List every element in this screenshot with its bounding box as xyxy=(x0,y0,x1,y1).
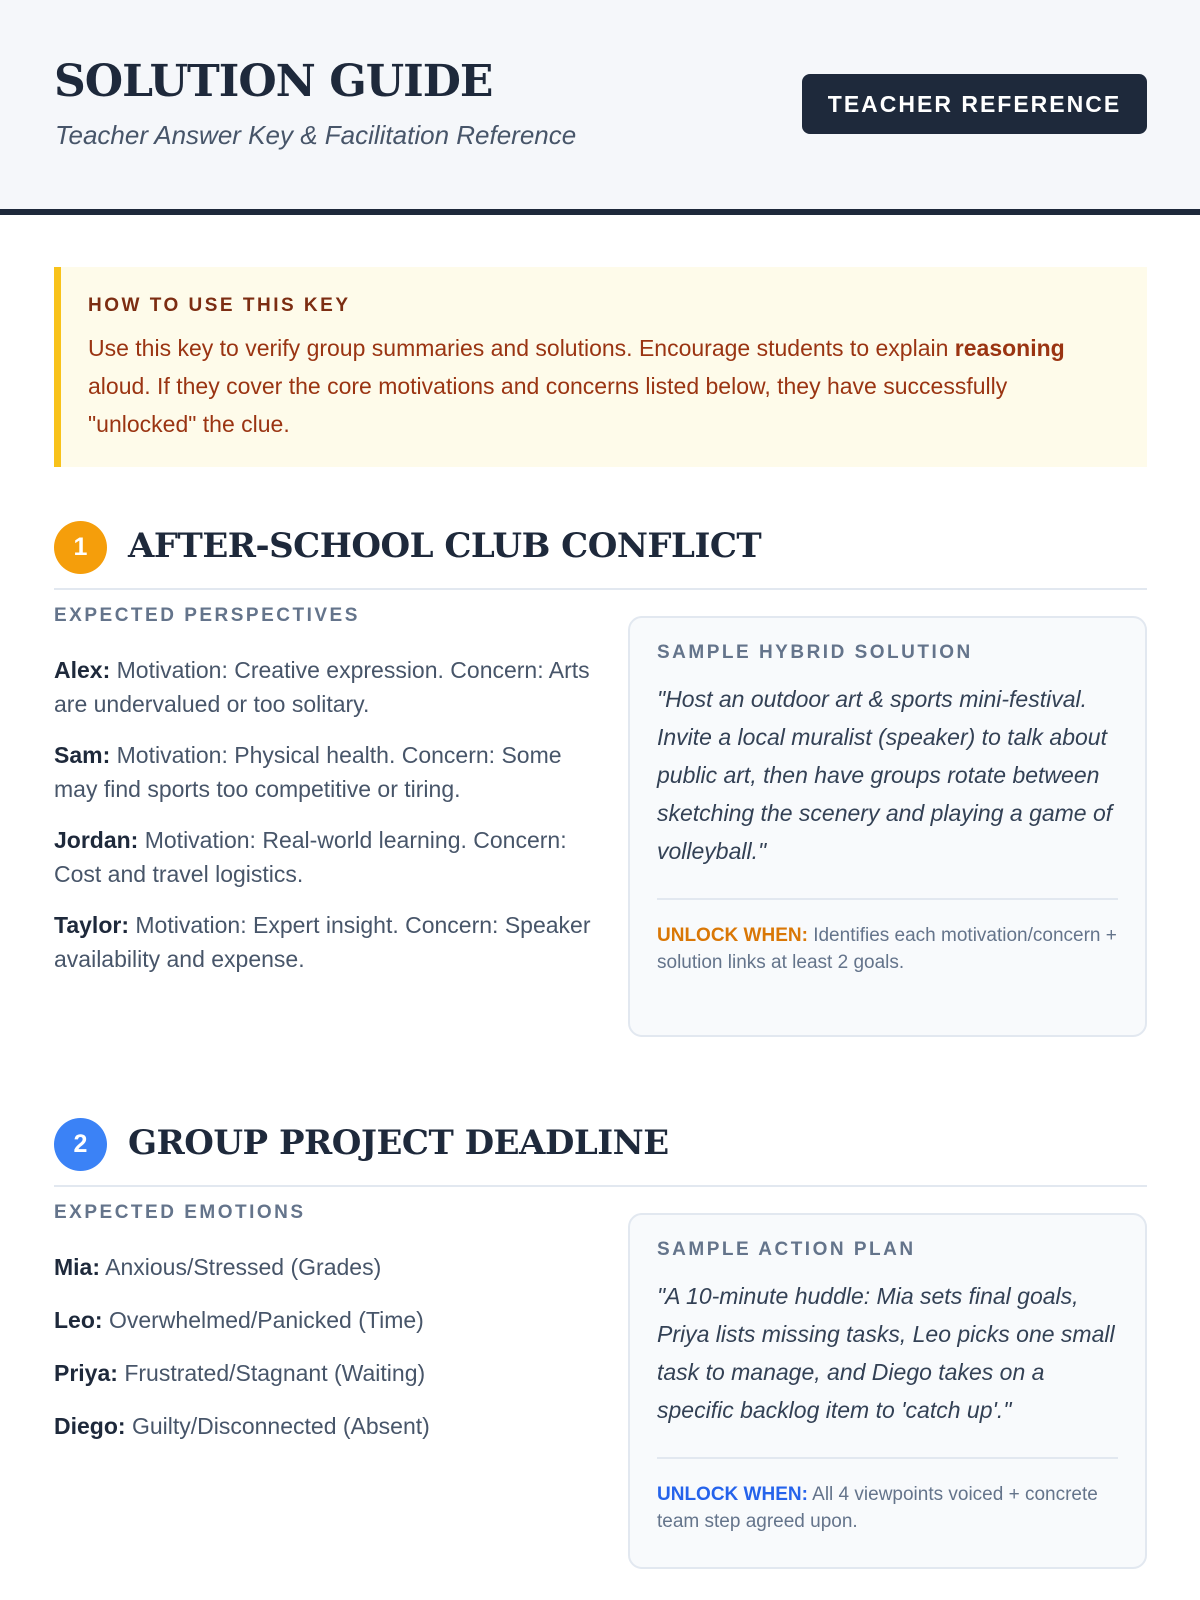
perspectives-column xyxy=(54,605,594,993)
callout-title: HOW TO USE THIS KEY xyxy=(88,295,351,316)
column-label: EXPECTED EMOTIONS xyxy=(54,1202,306,1223)
page-subtitle: Teacher Answer Key & Facilitation Reference xyxy=(55,120,577,150)
list-item: Sam: Motivation: Physical health. Concern: Some may find sports too competitive or tiring. xyxy=(54,742,562,802)
column-label: EXPECTED PERSPECTIVES xyxy=(54,605,360,626)
how-to-use-callout xyxy=(54,267,1147,467)
card-quote: "Host an outdoor art & sports mini-festival. Invite a local muralist (speaker) to talk about public art, then have groups rotate between sketching the scenery and playing a game of volleyball." xyxy=(657,680,1118,900)
unlock-condition: UNLOCK WHEN: All 4 viewpoints voiced + concrete team step agreed upon. xyxy=(657,1484,1098,1532)
section-number-badge: 2 xyxy=(54,1118,107,1171)
list-item: Priya: Frustrated/Stagnant (Waiting) xyxy=(54,1360,426,1386)
action-plan-card xyxy=(628,1213,1147,1569)
solution-card xyxy=(628,616,1147,1037)
list-item: Mia: Anxious/Stressed (Grades) xyxy=(54,1254,382,1280)
page-header xyxy=(0,0,1200,215)
unlock-condition: UNLOCK WHEN: Identifies each motivation/concern + solution links at least 2 goals. xyxy=(657,925,1117,973)
section-title: AFTER-SCHOOL CLUB CONFLICT xyxy=(128,526,762,566)
list-item: Diego: Guilty/Disconnected (Absent) xyxy=(54,1413,430,1439)
list-item: Jordan: Motivation: Real-world learning. Concern: Cost and travel logistics. xyxy=(54,827,567,887)
card-label: SAMPLE HYBRID SOLUTION xyxy=(657,642,973,663)
card-label: SAMPLE ACTION PLAN xyxy=(657,1239,916,1260)
section-header xyxy=(54,518,1147,590)
emotions-column xyxy=(54,1202,594,1462)
list-item: Alex: Motivation: Creative expression. Concern: Arts are undervalued or too solitary. xyxy=(54,657,590,717)
section-group-project xyxy=(54,1115,1147,1532)
list-item: Leo: Overwhelmed/Panicked (Time) xyxy=(54,1307,424,1333)
list-item: Taylor: Motivation: Expert insight. Concern: Speaker availability and expense. xyxy=(54,912,591,972)
section-club-conflict xyxy=(54,518,1147,973)
page-title: SOLUTION GUIDE xyxy=(54,56,493,107)
teacher-reference-badge: TEACHER REFERENCE xyxy=(802,74,1147,134)
section-title: GROUP PROJECT DEADLINE xyxy=(128,1123,669,1163)
callout-text: Use this key to verify group summaries and solutions. Encourage students to explain reasoning aloud. If they cover the core motivations and concerns listed below, they have successfully "unlocked" the clue. xyxy=(88,335,1065,437)
section-number-badge: 1 xyxy=(54,521,107,574)
card-quote: "A 10-minute huddle: Mia sets final goals, Priya lists missing tasks, Leo picks one small task to manage, and Diego takes on a specific backlog item to 'catch up'." xyxy=(657,1277,1118,1459)
section-header xyxy=(54,1115,1147,1187)
